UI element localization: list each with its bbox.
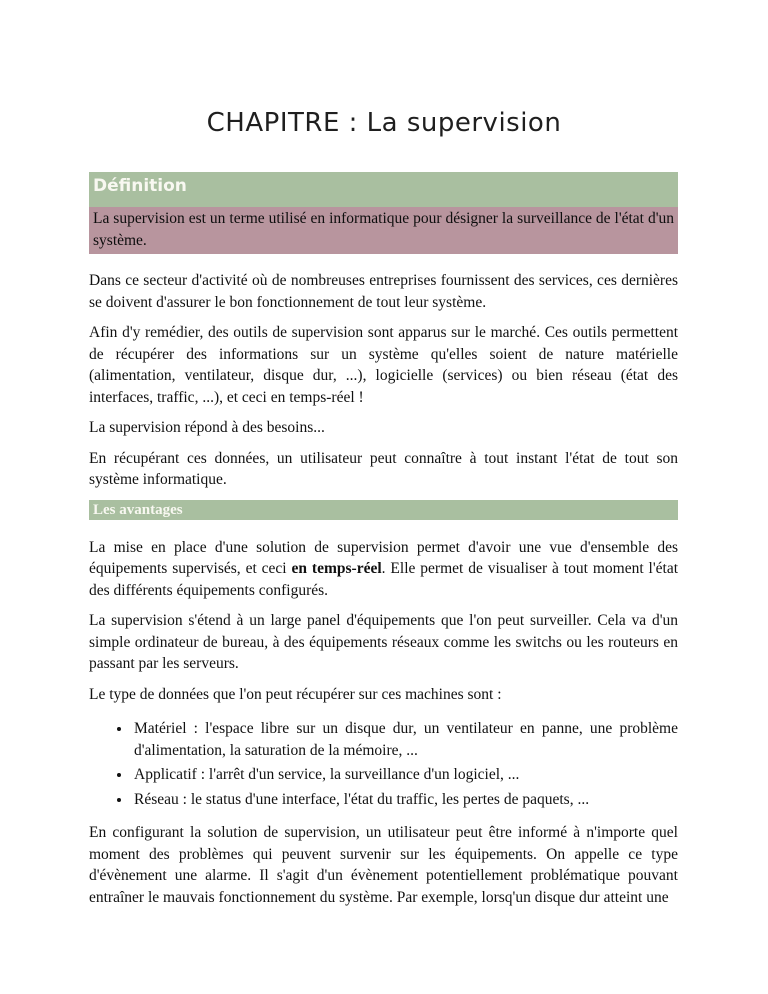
list-item-applicatif: • Applicatif : l'arrêt d'un service, la surveillance d'un logiciel, ... — [132, 764, 678, 786]
section-heading-avantages: Les avantages — [89, 500, 678, 520]
paragraph-mise-en-place-text: La mise en place d'une solution de supervision permet d'avoir une vue d'ensemble des équipements supervisés, et ceci — [89, 538, 678, 577]
paragraph-list-intro: Le type de données que l'on peut récupérer sur ces machines sont : — [89, 685, 502, 703]
section-heading-definition: Définition — [89, 172, 678, 207]
document-content — [89, 172, 678, 908]
page-title: CHAPITRE : La supervision — [206, 108, 562, 138]
paragraph-mise-en-place — [89, 537, 678, 602]
paragraph-secteur-activite: Dans ce secteur d'activité où de nombreuses entreprises fournissent des services, ces dernières se doivent d'assurer le bon fonctionnement de tout leur système. — [89, 272, 678, 311]
paragraph-alarmes: En configurant la solution de supervision, un utilisateur peut être informé à n'importe quel moment des problèmes qui peuvent survenir sur les équipements. On appelle ce type d'évènement une alarme. Il s'agit d'un évènement potentiellement problématique pouvant entraîner le mauvais fonctionnement du système. Par exemple, lorsq'un disque dur atteint une — [89, 824, 678, 906]
bullet-list — [89, 718, 678, 810]
paragraph-besoins: La supervision répond à des besoins... — [89, 419, 325, 436]
paragraph-outils-supervision: Afin d'y remédier, des outils de supervision sont apparus sur le marché. Ces outils permettent de récupérer des informations sur un système qu'elles soient de nature matérielle (alimentation, ventilateur, disque dur, ...), logicielle (services) ou bien réseau (état des interfaces, traffic, ...), et ceci en temps-réel ! — [89, 324, 678, 406]
paragraph-mise-en-place-suite: . Elle permet de visualiser à tout moment l'état des différents équipements configurés. — [89, 560, 679, 599]
list-item-materiel: • Matériel : l'espace libre sur un disque dur, un ventilateur en panne, une problème d'alimentation, la saturation de la mémoire, ... — [132, 718, 678, 761]
paragraph-recuperation-donnees: En récupérant ces données, un utilisateur peut connaître à tout instant l'état de tout son système informatique. — [89, 449, 678, 488]
highlighted-definition-paragraph: La supervision est un terme utilisé en informatique pour désigner la surveillance de l'état d'un système. — [89, 207, 678, 254]
paragraph-panel-equipements: La supervision s'étend à un large panel d'équipements que l'on peut surveiller. Cela va d'un simple ordinateur de bureau, à des équipements réseaux comme les switchs ou les routeurs en passant par les serveurs. — [89, 612, 678, 672]
bold-temps-reel: en temps-réel — [291, 560, 382, 577]
list-item-reseau: • Réseau : le status d'une interface, l'état du traffic, les pertes de paquets, ... — [132, 789, 678, 811]
